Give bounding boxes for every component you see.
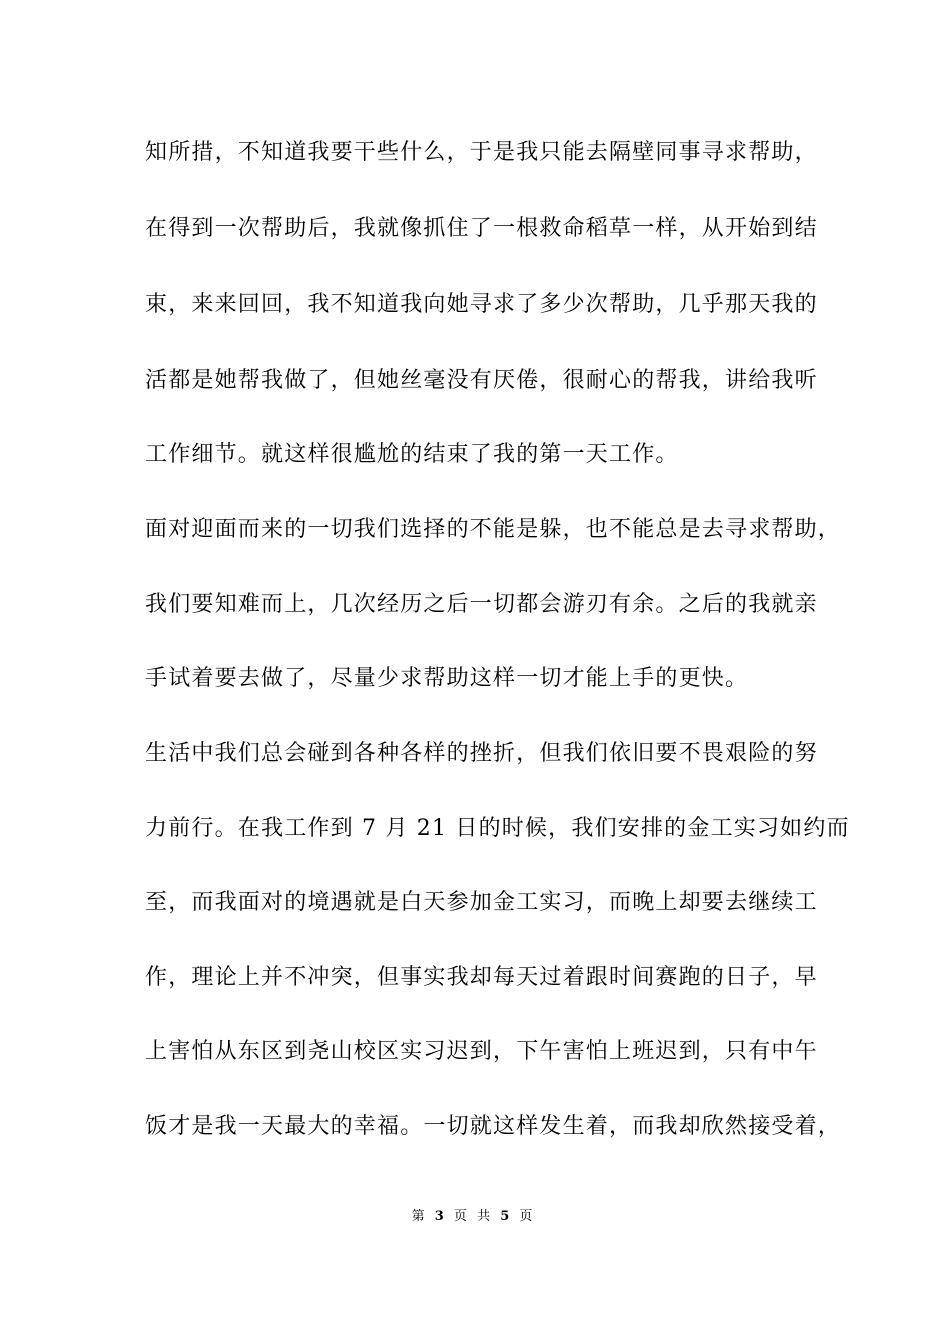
footer-word-page-unit-2: 页 [519, 1209, 533, 1224]
page-footer [0, 1208, 950, 1226]
text-line-14: 饭才是我一天最大的幸福。一切就这样发生着，而我却欣然接受着， [145, 1114, 842, 1139]
text-line-2: 在得到一次帮助后，我就像抓住了一根救命稻草一样，从开始到结 [145, 216, 818, 241]
text-line-6: 面对迎面而来的一切我们选择的不能是躲，也不能总是去寻求帮助， [145, 517, 842, 542]
text-line-13: 上害怕从东区到尧山校区实习迟到，下午害怕上班迟到，只有中午 [145, 1039, 818, 1064]
text-line-1: 知所措，不知道我要干些什么，于是我只能去隔壁同事寻求帮助， [145, 140, 818, 165]
text-line-7: 我们要知难而上，几次经历之后一切都会游刃有余。之后的我就亲 [145, 592, 818, 617]
text-line-5: 工作细节。就这样很尴尬的结束了我的第一天工作。 [145, 442, 679, 467]
text-line-10: 力前行。在我工作到 7 月 21 日的时候，我们安排的金工实习如约而 [145, 816, 850, 841]
footer-current-page: 3 [434, 1209, 444, 1224]
footer-total-pages: 5 [500, 1209, 510, 1224]
footer-word-page-unit: 页 [453, 1209, 467, 1224]
text-line-11: 至，而我面对的境遇就是白天参加金工实习，而晚上却要去继续工 [145, 890, 818, 915]
text-line-8: 手试着要去做了，尽量少求帮助这样一切才能上手的更快。 [145, 666, 749, 691]
text-line-4: 活都是她帮我做了，但她丝毫没有厌倦，很耐心的帮我，讲给我听 [145, 368, 818, 393]
footer-word-page: 第 [411, 1209, 425, 1224]
text-line-12: 作，理论上并不冲突，但事实我却每天过着跟时间赛跑的日子，早 [145, 965, 818, 990]
text-line-9: 生活中我们总会碰到各种各样的挫折，但我们依旧要不畏艰险的努 [145, 741, 818, 766]
text-line-3: 束，来来回回，我不知道我向她寻求了多少次帮助，几乎那天我的 [145, 292, 818, 317]
footer-word-total: 共 [477, 1209, 491, 1224]
